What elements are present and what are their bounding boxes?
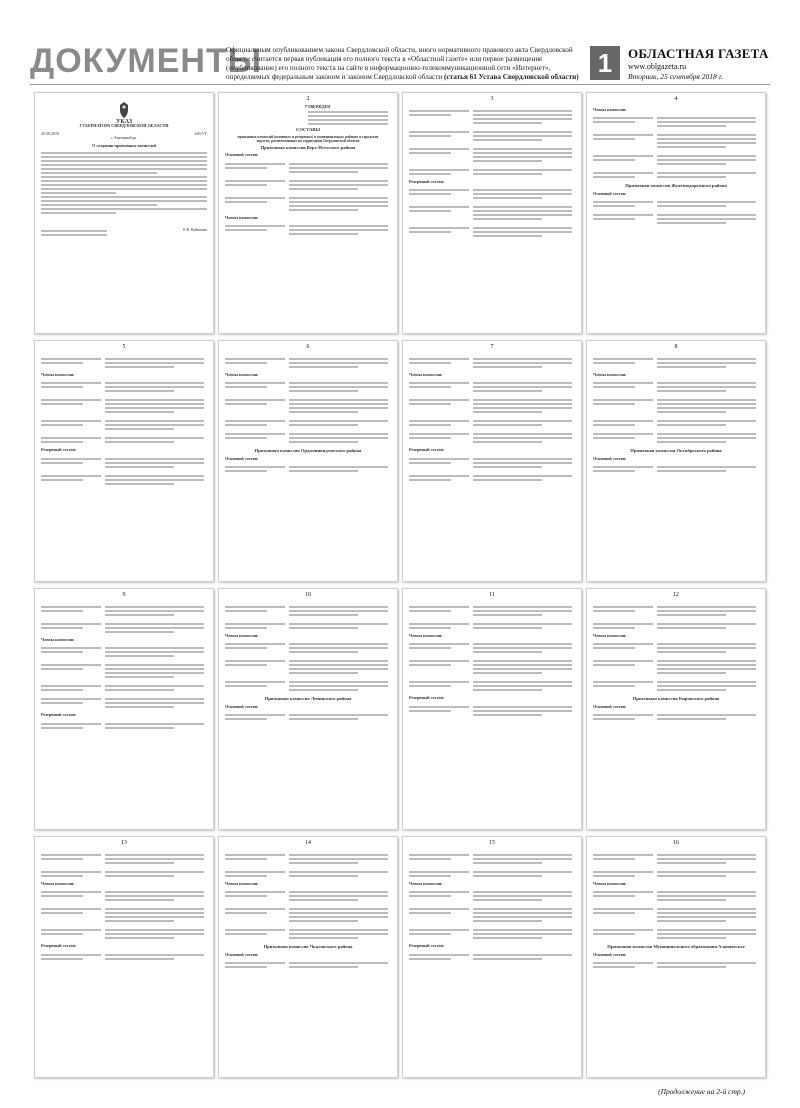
document-sheet-3: [402, 92, 582, 334]
members-label: Члены комиссии:: [225, 633, 259, 638]
sheet-page-number: 15: [489, 840, 495, 846]
main-staff-label: Основной состав:: [593, 703, 627, 709]
members-label: Члены комиссии:: [593, 107, 627, 112]
document-sheet-6: [218, 340, 398, 582]
annex-heading: СОСТАВЫ: [296, 127, 320, 133]
newspaper-website[interactable]: www.oblgazeta.ru: [628, 62, 687, 71]
page-number: 1: [590, 46, 620, 80]
commission-title: Призывная комиссия Кировского района: [632, 696, 720, 702]
reserve-label: Резервный состав:: [409, 447, 445, 453]
decree-title: УКАЗ: [115, 119, 133, 125]
sheet-page-number: 7: [490, 344, 494, 350]
commission-title: Призывная комиссия Чкаловского района: [263, 944, 353, 950]
sheet-page-number: 8: [674, 344, 678, 350]
decree-issuer: ГУБЕРНАТОРА СВЕРДЛОВСКОЙ ОБЛАСТИ: [79, 123, 169, 129]
members-label: Члены комиссии:: [41, 372, 75, 377]
sheet-page-number: 13: [121, 840, 127, 846]
sheet-page-number: 3: [490, 96, 494, 102]
publication-notice: [226, 46, 586, 82]
commission-title: Призывная комиссия Октябрьского района: [630, 448, 722, 454]
main-staff-label: Основной состав:: [225, 951, 259, 957]
members-label: Члены комиссии:: [225, 881, 259, 886]
members-label: Члены комиссии:: [593, 881, 627, 886]
document-sheet-decree: [34, 92, 214, 334]
document-sheet-11: [402, 588, 582, 830]
members-label: Члены комиссии:: [593, 372, 627, 377]
document-sheet-10: [218, 588, 398, 830]
document-sheet-7: [402, 340, 582, 582]
sheet-page-number: 5: [122, 344, 126, 350]
document-sheet-12: [586, 588, 766, 830]
sheet-page-number: 10: [305, 592, 311, 598]
main-staff-label: Основной состав:: [593, 190, 627, 196]
commission-title: Призывная комиссия Орджоникидзевского района: [254, 448, 362, 454]
sheet-page-number: 2: [306, 96, 310, 102]
sheet-page-number: 12: [673, 592, 679, 598]
main-staff-label: Основной состав:: [225, 455, 259, 461]
members-label: Члены комиссии:: [409, 881, 443, 886]
commission-title: Призывная комиссия Железнодорожного района: [625, 183, 727, 189]
decree-number: 446-УГ: [194, 130, 207, 136]
members-label: Члены комиссии:: [41, 637, 75, 642]
section-title: ДОКУМЕНТЫ: [30, 42, 263, 80]
members-label: Члены комиссии:: [225, 372, 259, 377]
sheet-page-number: 14: [305, 840, 311, 846]
reserve-label: Резервный состав:: [409, 695, 445, 701]
members-label: Члены комиссии:: [409, 372, 443, 377]
decree-subject: О создании призывных комиссий: [92, 143, 156, 149]
decree-city: г. Екатеринбург: [111, 135, 137, 140]
document-sheet-16: [586, 836, 766, 1078]
members-label: Члены комиссии:: [41, 881, 75, 886]
document-sheet-9: [34, 588, 214, 830]
main-staff-label: Основной состав:: [593, 455, 627, 461]
header-rule: [30, 84, 770, 85]
continued-note: (Продолжение на 2-й стр.): [658, 1087, 745, 1096]
document-sheet-5: [34, 340, 214, 582]
reserve-label: Резервный состав:: [41, 447, 77, 453]
members-label: Члены комиссии:: [593, 633, 627, 638]
issue-date: Вторник, 25 сентября 2018 г.: [628, 72, 724, 81]
main-staff-label: Основной состав:: [225, 703, 259, 709]
sheet-page-number: 4: [674, 96, 678, 102]
decree-signer: Е.В. Куйвашев: [183, 228, 207, 233]
main-staff-label: Основной состав:: [225, 152, 259, 158]
decree-date: 20.09.2018: [41, 130, 59, 136]
reserve-label: Резервный состав:: [409, 943, 445, 949]
main-staff-label: Основной состав:: [593, 951, 627, 957]
reserve-label: Резервный состав:: [409, 179, 445, 184]
notice-bold: (статья 61 Устава Свердловской области): [444, 73, 579, 81]
document-sheet-4: [586, 92, 766, 334]
page-header: [0, 0, 800, 82]
reserve-label: Резервный состав:: [41, 712, 77, 718]
commission-title: Призывная комиссия Ленинского района: [264, 696, 352, 702]
commission-title: Призывная комиссия Верх-Исетского района: [260, 145, 356, 151]
reserve-label: Резервный состав:: [41, 943, 77, 949]
sheet-page-number: 16: [673, 840, 679, 846]
members-label: Члены комиссии:: [409, 633, 443, 638]
sheet-page-number: 6: [306, 344, 310, 350]
document-sheet-15: [402, 836, 582, 1078]
document-sheet-14: [218, 836, 398, 1078]
sheet-page-number: 9: [122, 592, 126, 598]
members-label: Члены комиссии:: [225, 214, 259, 220]
document-sheet-13: [34, 836, 214, 1078]
approved-stamp: УТВЕРЖДЕН: [304, 104, 331, 109]
document-sheet-8: [586, 340, 766, 582]
coat-of-arms-icon: [117, 101, 131, 119]
newspaper-name: ОБЛАСТНАЯ ГАЗЕТА: [628, 46, 769, 61]
notice-text: Официальным опубликованием закона Свердловской области, иного нормативного правового акта Свердловской области считается первая публикация его полного текста в «Областной газете» или первое размещение (опубликование) его полного текста на сайте в информационно-телекоммуникационной сети «Интернет», определяемых федеральным законом и законом Свердловской области: [226, 46, 573, 81]
sheet-page-number: 11: [489, 592, 495, 598]
document-sheet-2: [218, 92, 398, 334]
annex-subheading: призывных комиссий (основных и резервных) в муниципальных районах и городских округах, расположенных на территории Свердловской области: [237, 134, 379, 143]
commission-title: Призывная комиссия Муниципального образования Алапаевское: [607, 944, 745, 950]
